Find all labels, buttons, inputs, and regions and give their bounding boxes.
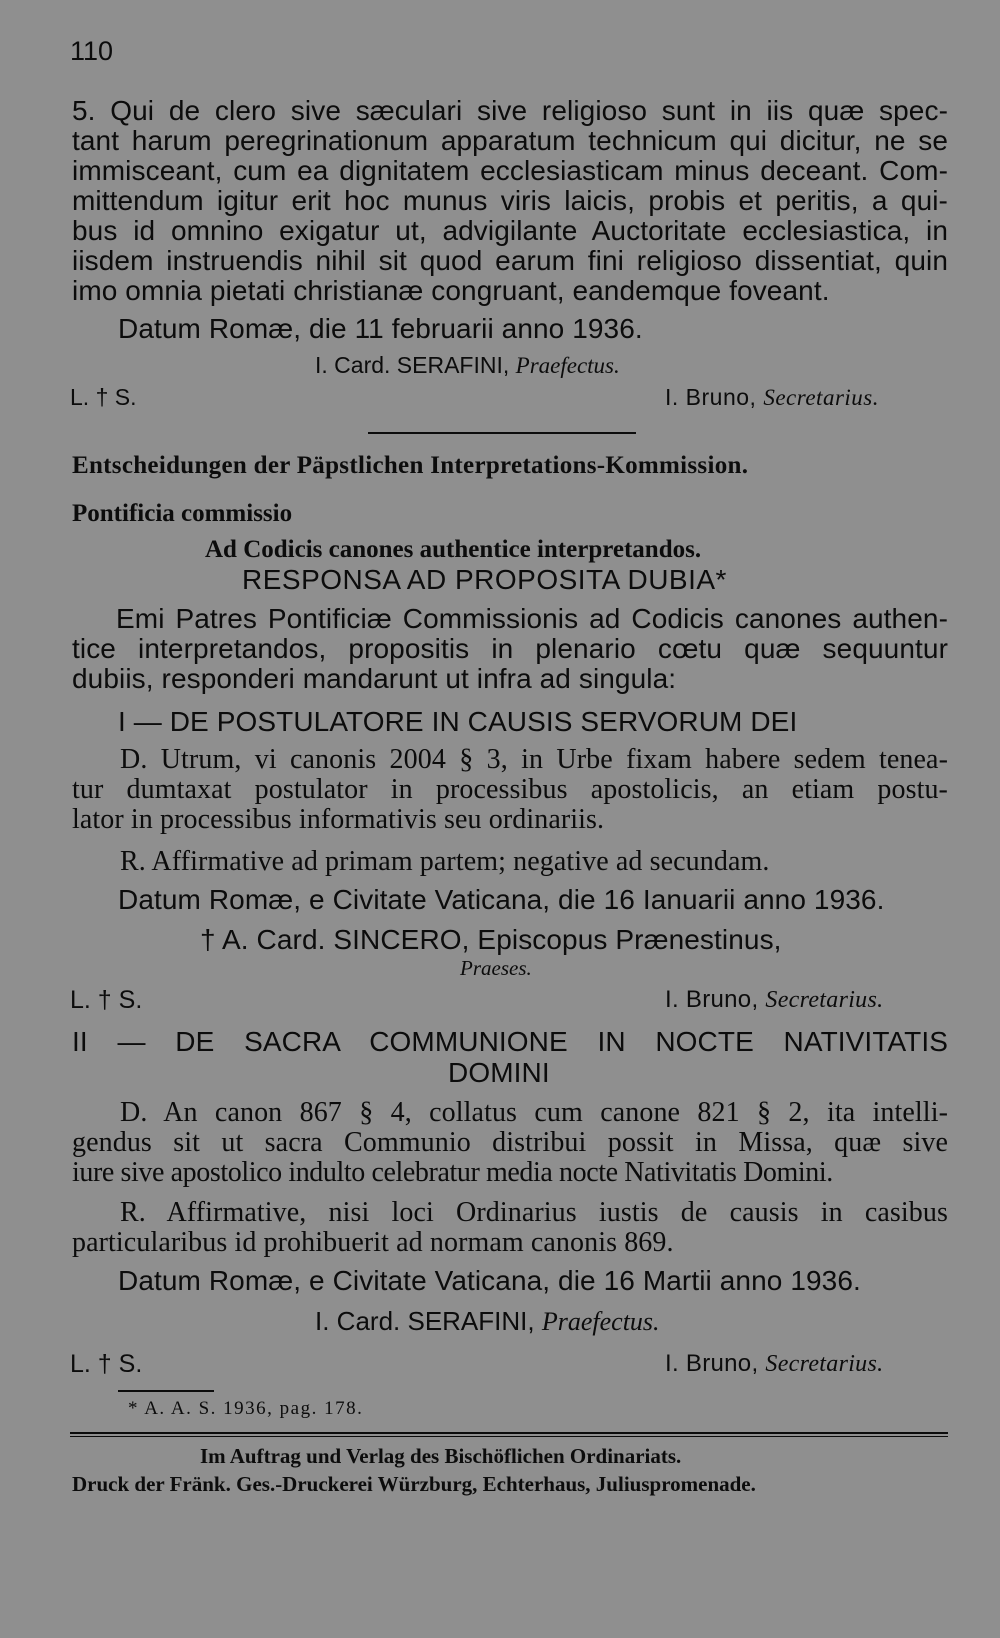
text-line: tant harum peregrinationum apparatum technicum qui dicitur, ne se (72, 125, 948, 156)
date-line: Datum Romæ, die 11 februarii anno 1936. (118, 313, 643, 344)
signer-title: Praeses. (460, 956, 532, 980)
page-number: 110 (70, 36, 114, 66)
signer-title: Praefectus. (515, 353, 620, 378)
text-line: mittendum igitur erit hoc munus viris laicis, probis et peritis, a qui- (72, 185, 948, 216)
seal-mark: L. † S. (70, 384, 137, 410)
signer-name: † A. Card. SINCERO, Episcopus Prænestinus, (200, 924, 782, 955)
signature-block (315, 352, 620, 379)
dubium-heading: II — DE SACRA COMMUNIONE IN NOCTE NATIVITATIS (72, 1026, 948, 1057)
date-line: Datum Romæ, e Civitate Vaticana, die 16 Martii anno 1936. (118, 1265, 861, 1296)
text-line: dubiis, responderi mandarunt ut infra ad singula: (72, 663, 677, 694)
signature-block (315, 1306, 660, 1337)
text-line: tur dumtaxat postulator in processibus apostolicis, an etiam postu- (72, 774, 948, 805)
footnote-divider (118, 1390, 214, 1392)
secretary-title: Secretarius. (765, 1351, 884, 1377)
signer-title: Praefectus. (541, 1307, 660, 1336)
section-heading: Entscheidungen der Päpstlichen Interpretations-Kommission. (72, 452, 749, 479)
secretary-name: I. Bruno, (665, 1350, 759, 1377)
commission-name: Pontificia commissio (72, 500, 293, 527)
secretary-signature (665, 384, 879, 411)
secretary-name: I. Bruno, (665, 986, 759, 1013)
imprint-rule-bottom (70, 1436, 948, 1437)
secretary-title: Secretarius. (763, 385, 879, 410)
secretary-signature (665, 986, 883, 1014)
text-line: lator in processibus informativis seu ordinariis. (72, 804, 605, 835)
dubium-heading-cont: DOMINI (448, 1057, 550, 1088)
seal-mark: L. † S. (70, 1350, 143, 1378)
text-line: iisdem instruendis nihil sit quod earum fini religioso dissentiat, quin (72, 245, 948, 276)
text-line: tice interpretandos, propositis in plenario cœtu quæ sequuntur (72, 633, 948, 664)
text-line: Emi Patres Pontificiæ Commissionis ad Codicis canones authen- (116, 603, 948, 634)
dubium-heading: I — DE POSTULATORE IN CAUSIS SERVORUM DEI (118, 706, 798, 737)
secretary-name: I. Bruno, (665, 384, 757, 410)
secretary-title: Secretarius. (765, 987, 884, 1013)
text-line: particularibus id prohibuerit ad normam canonis 869. (72, 1227, 674, 1258)
imprint-printer: Druck der Fränk. Ges.-Druckerei Würzburg, Echterhaus, Juliuspromenade. (72, 1472, 756, 1496)
responsa-title: RESPONSA AD PROPOSITA DUBIA* (242, 564, 727, 595)
text-line: immisceant, cum ea dignitatem ecclesiasticam minus deceant. Com- (72, 155, 948, 186)
secretary-signature (665, 1350, 883, 1378)
footnote: * A. A. S. 1936, pag. 178. (128, 1398, 364, 1419)
text-line: 5. Qui de clero sive sæculari sive religioso sunt in iis quæ spec- (72, 95, 948, 126)
text-line: R. Affirmative, nisi loci Ordinarius iustis de causis in casibus (120, 1197, 948, 1228)
signer-name: I. Card. SERAFINI, (315, 1306, 535, 1336)
seal-mark: L. † S. (70, 986, 143, 1014)
commission-purpose: Ad Codicis canones authentice interpretandos. (205, 536, 702, 563)
date-line: Datum Romæ, e Civitate Vaticana, die 16 Ianuarii anno 1936. (118, 884, 885, 915)
text-line: iure sive apostolico indulto celebratur media nocte Nativitatis Domini. (72, 1157, 833, 1188)
text-line: imo omnia pietati christianæ congruant, eandemque foveant. (72, 275, 830, 306)
signer-name: I. Card. SERAFINI, (315, 352, 510, 378)
dubium-answer: R. Affirmative ad primam partem; negative ad secundam. (120, 846, 770, 877)
text-line: D. Utrum, vi canonis 2004 § 3, in Urbe fixam habere sedem tenea- (120, 744, 948, 775)
imprint-publisher: Im Auftrag und Verlag des Bischöflichen Ordinariats. (200, 1444, 682, 1468)
section-divider (368, 432, 636, 434)
imprint-rule-top (70, 1432, 948, 1434)
text-line: bus id omnino exigatur ut, advigilante Auctoritate ecclesiastica, in (72, 215, 948, 246)
text-line: gendus sit ut sacra Communio distribui possit in Missa, quæ sive (72, 1127, 948, 1158)
text-line: D. An canon 867 § 4, collatus cum canone 821 § 2, ita intelli- (120, 1097, 948, 1128)
